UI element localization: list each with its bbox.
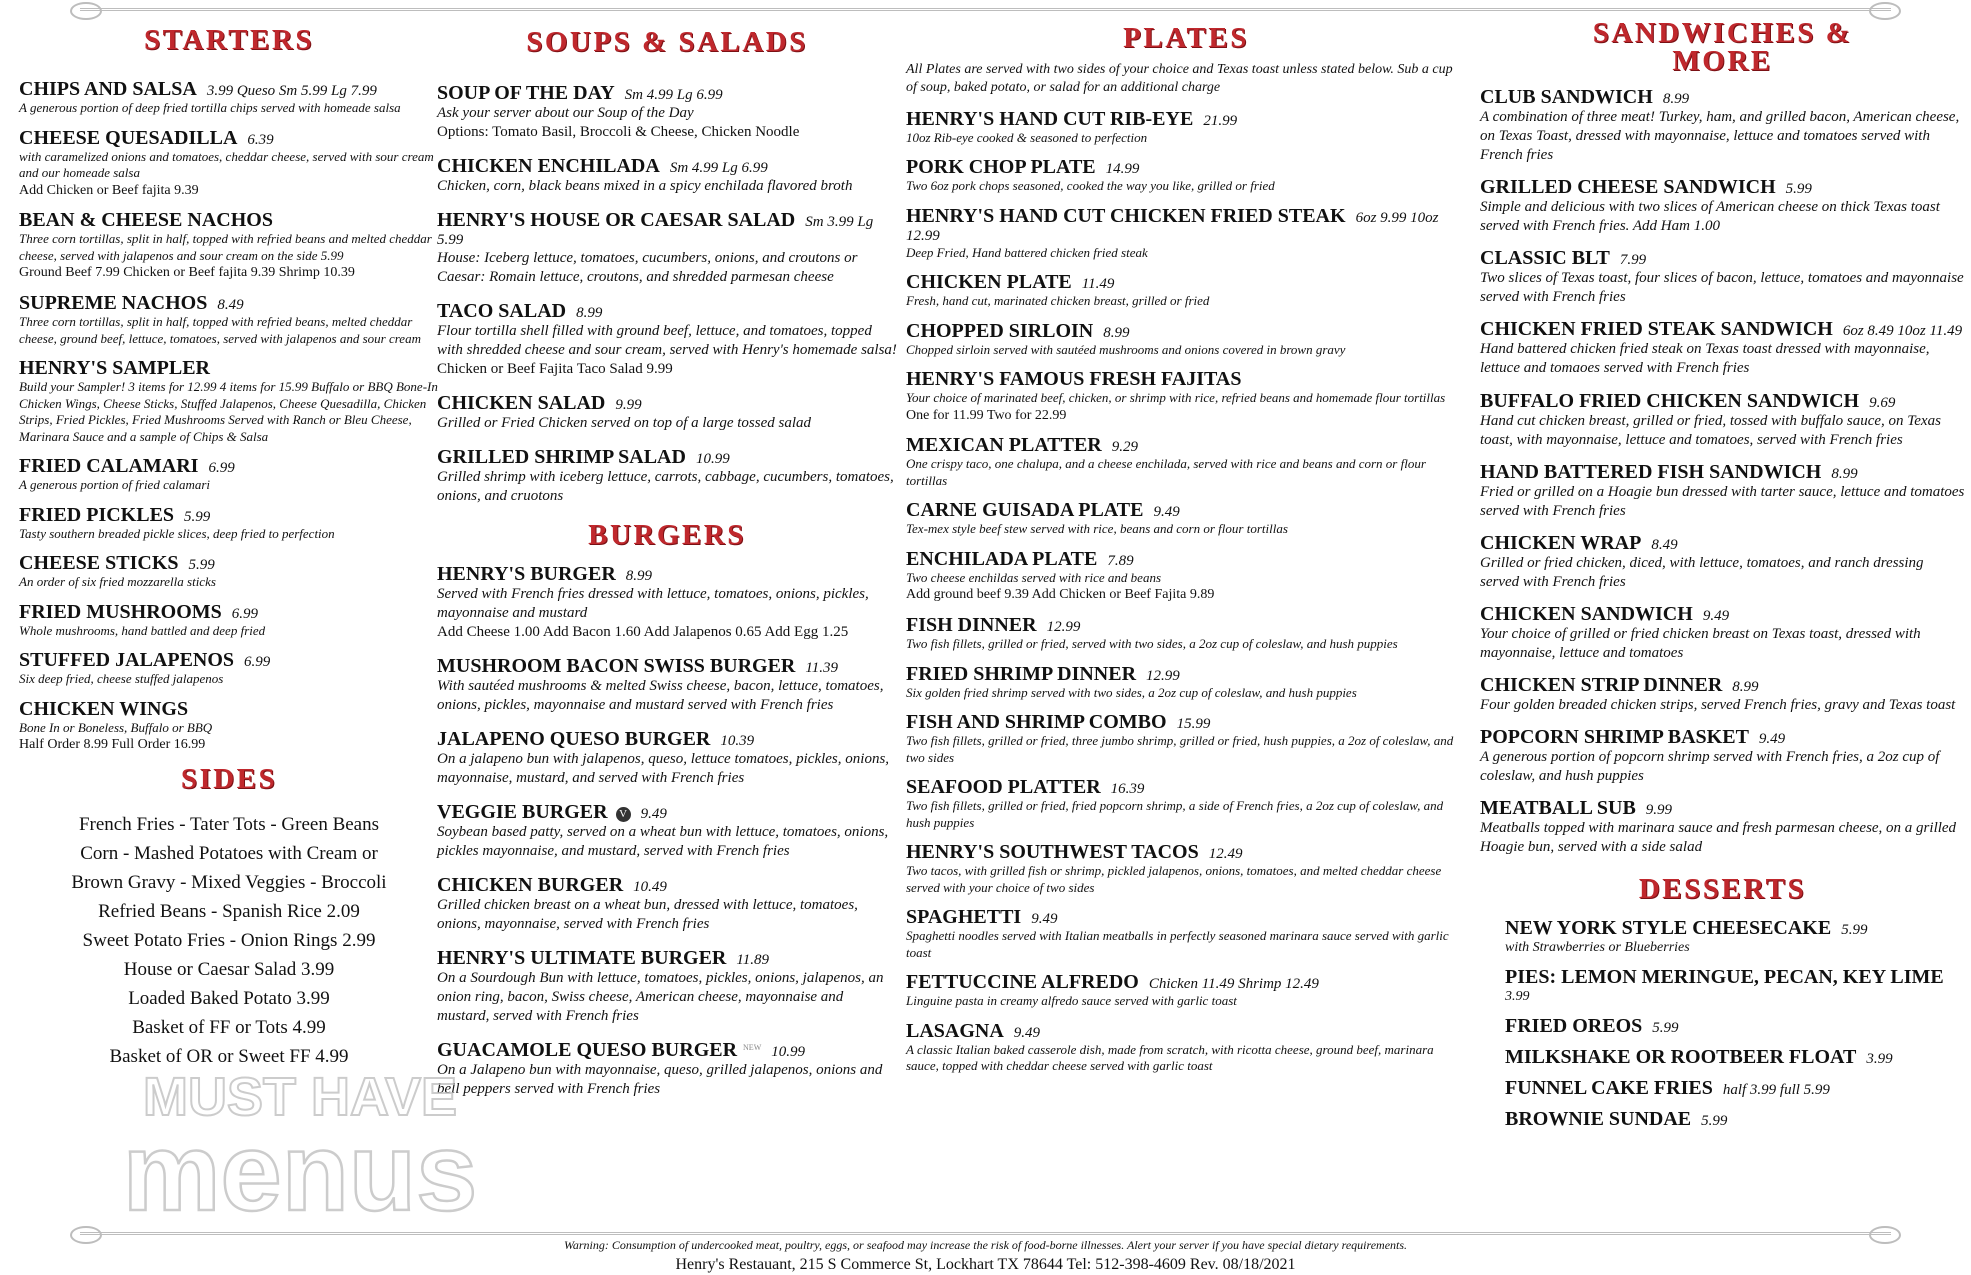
menu-item-description: Grilled shrimp with iceberg lettuce, carrots, cabbage, cucumbers, tomatoes, onions, and cruotons (437, 469, 894, 505)
menu-item-name: CLASSIC BLT (1480, 247, 1610, 270)
menu-item (1505, 918, 1965, 957)
menu-item (19, 210, 439, 282)
menu-item-price: 5.99 (1841, 922, 1868, 939)
menu-item (1480, 675, 1965, 715)
menu-item (906, 712, 1466, 766)
menu-item (906, 664, 1466, 702)
menu-item-name: HENRY'S HOUSE OR CAESAR SALAD (437, 209, 796, 232)
menu-item-name: CLUB SANDWICH (1480, 86, 1653, 109)
menu-item-name: SUPREME NACHOS (19, 292, 208, 315)
menu-item-description: Two 6oz pork chops seasoned, cooked the way you like, grilled or fried (906, 178, 1275, 194)
menu-item-description: Grilled chicken breast on a wheat bun, dressed with lettuce, tomatoes, onions, mayonnaise, served with French fries (437, 896, 858, 932)
menu-item-price: 8.99 (1103, 324, 1130, 341)
menu-item-description: Grilled or fried chicken, diced, with lettuce, tomatoes, and ranch dressing served with French fries (1480, 554, 1924, 590)
menu-item-description: Your choice of marinated beef, chicken, or shrimp with rice, refried beans and homemade flour tortillas (906, 390, 1446, 406)
menu-item-description: Flour tortilla shell filled with ground beef, lettuce, and tomatoes, topped with shredded cheese and sour cream, served with Henry's homemade salsa! (437, 323, 897, 359)
menu-item (1505, 1078, 1965, 1099)
menu-item (906, 206, 1466, 262)
menu-item-description: Served with French fries dressed with lettuce, tomatoes, onions, pickles, mayonnaise and mustard (437, 585, 869, 621)
menu-item-extra: Add ground beef 9.39 Add Chicken or Beef Fajita 9.89 (906, 587, 1215, 603)
menu-item-price: 9.29 (1111, 439, 1139, 456)
menu-item-name: HENRY'S ULTIMATE BURGER (437, 947, 727, 970)
menu-item-extra: Chicken or Beef Fajita Taco Salad 9.99 (437, 361, 673, 378)
menu-item (19, 79, 439, 117)
menu-item (906, 435, 1466, 489)
menu-item (1480, 319, 1965, 378)
menu-item-name: MUSHROOM BACON SWISS BURGER (437, 654, 796, 677)
menu-item-name: GUACAMOLE QUESO BURGER (437, 1039, 738, 1062)
menu-item-price: 9.49 (1153, 504, 1180, 521)
menu-item-extra: Ground Beef 7.99 Chicken or Beef fajita 9.39 Shrimp 10.39 (19, 265, 355, 281)
menu-item-price: 7.89 (1107, 552, 1134, 569)
sides-heading: SIDES (180, 762, 278, 795)
menu-item-name: NEW YORK STYLE CHEESECAKE (1505, 917, 1832, 940)
menu-item-description: On a Jalapeno bun with mayonnaise, queso, grilled jalapenos, onions and bell peppers served with French fries (437, 1062, 883, 1098)
menu-item-name: GRILLED CHEESE SANDWICH (1480, 176, 1776, 199)
menu-item-description: Chopped sirloin served with sautéed mushrooms and onions covered in brown gravy (906, 341, 1346, 357)
menu-item (437, 802, 897, 861)
menu-item-name: CHICKEN ENCHILADA (437, 155, 660, 178)
menu-item-name: CARNE GUISADA PLATE (906, 499, 1144, 522)
menu-item-price: 8.99 (576, 305, 603, 322)
new-tag: NEW (743, 1042, 762, 1052)
menu-item (437, 948, 897, 1026)
menu-item-price: 9.49 (640, 805, 667, 822)
plates-intro: All Plates are served with two sides of your choice and Texas toast unless stated below. Sub a cup of soup, baked potato, or salad for an additional charge (906, 62, 1453, 95)
menu-item-price: 16.39 (1110, 781, 1145, 798)
menu-item-description: Two fish fillets, grilled or fried, three jumbo shrimp, grilled or fried, hush puppies, a 2oz of coleslaw, and two sides (906, 733, 1454, 765)
menu-item-description: Simple and delicious with two slices of American cheese on thick Texas toast served with French fries. Add Ham 1.00 (1480, 199, 1940, 235)
menu-item-name: FRIED OREOS (1505, 1014, 1643, 1037)
menu-item (906, 972, 1466, 1010)
desserts-list (1480, 918, 1965, 1130)
menu-item-price: 11.39 (805, 659, 839, 676)
desserts-heading: DESSERTS (1638, 873, 1807, 906)
sides-line: French Fries - Tater Tots - Green Beans (78, 813, 380, 835)
menu-item-description: Hand battered chicken fried steak on Texas toast dressed with mayonnaise, lettuce and tomaoes served with French fries (1480, 341, 1930, 377)
menu-item-name: CHICKEN SALAD (437, 392, 606, 415)
soups-heading: SOUPS & SALADS (526, 26, 808, 58)
menu-item-price: 11.49 (1081, 276, 1115, 293)
menu-item-description: An order of six fried mozzarella sticks (19, 574, 216, 590)
burgers-heading: BURGERS (588, 518, 746, 551)
menu-item-description: Six deep fried, cheese stuffed jalapenos (19, 671, 224, 687)
menu-item-description: A generous portion of deep fried tortilla chips served with homeade salsa (19, 100, 401, 115)
menu-item-price: 9.49 (1013, 1024, 1041, 1041)
menu-item (19, 293, 439, 347)
menu-item-price: 9.99 (1645, 802, 1673, 819)
menu-item (1480, 604, 1965, 663)
menu-item-name: FRIED SHRIMP DINNER (906, 662, 1137, 685)
menu-item-name: SOUP OF THE DAY (437, 82, 615, 104)
menu-item-description: Build your Sampler! 3 items for 12.99 4 items for 15.99 Buffalo or BBQ Bone-In Chicken Wings, Cheese Sticks, Stuffed Jalapenos, Cheese Quesadilla, Chicken Strips, Fried Pickles, Fried Mushrooms Served with Ranch or Bleu Cheese, Marinara Sauce and a sample of Chips & Salsa (19, 379, 438, 444)
menu-item-description: With sautéed mushrooms & melted Swiss cheese, bacon, lettuce, tomatoes, onions, pickles, mayonnaise and mustard served with French fries (437, 677, 884, 713)
menu-item-price: 6.99 (244, 654, 271, 671)
menu-item (906, 500, 1466, 538)
menu-item (1505, 1047, 1965, 1068)
menu-item-name: HENRY'S HAND CUT RIB-EYE (906, 107, 1194, 130)
menu-item-name: HENRY'S SOUTHWEST TACOS (906, 841, 1199, 864)
sides-line: Basket of FF or Tots 4.99 (132, 1016, 326, 1038)
menu-item-description: A classic Italian baked casserole dish, made from scratch, with ricotta cheese, ground beef, marinara sauce, topped with cheddar cheese served with garlic toast (906, 1041, 1434, 1074)
menu-item (19, 650, 439, 688)
menu-item-description: Your choice of grilled or fried chicken breast on Texas toast, dressed with mayonnaise, lettuce and tomatoes (1480, 625, 1921, 661)
burgers-list (437, 564, 897, 1100)
menu-item-price: 5.99 (1785, 181, 1812, 198)
menu-item-name: HENRY'S SAMPLER (19, 357, 210, 380)
menu-item (19, 505, 439, 543)
sandwiches-column (1480, 0, 1965, 1140)
menu-item-name: POPCORN SHRIMP BASKET (1480, 725, 1749, 748)
menu-item (437, 564, 897, 642)
menu-item-description: with Strawberries or Blueberries (1505, 940, 1690, 956)
menu-item-price: 12.99 (1146, 667, 1180, 684)
menu-item-name: TACO SALAD (437, 300, 567, 323)
menu-item-name: FRIED MUSHROOMS (19, 600, 222, 623)
menu-item-name: BEAN & CHEESE NACHOS (19, 209, 273, 232)
menu-item-name: CHICKEN PLATE (906, 271, 1072, 294)
menu-item-price: Chicken 11.49 Shrimp 12.49 (1148, 976, 1319, 993)
menu-item (437, 729, 897, 788)
menu-item-name: GRILLED SHRIMP SALAD (437, 446, 686, 469)
menu-item-name: LASAGNA (906, 1019, 1004, 1042)
menu-item (19, 358, 439, 445)
menu-item-description: A generous portion of popcorn shrimp served with French fries, a 2oz cup of coleslaw, and hush puppies (1480, 748, 1940, 784)
plates-column (906, 0, 1466, 1086)
menu-item-description: Two fish fillets, grilled or fried, served with two sides, a 2oz cup of coleslaw, and hush puppies (906, 636, 1398, 652)
starters-column (19, 0, 439, 1071)
menu-item-price: 9.49 (1758, 730, 1786, 747)
menu-item (906, 369, 1466, 424)
menu-item-description: Hand cut chicken breast, grilled or fried, tossed with buffalo sauce, on Texas toast, with mayonnaise, lettuce and tomatoes, served with French fries (1480, 412, 1941, 448)
menu-item-description: Two slices of Texas toast, four slices of bacon, lettuce, tomatoes and mayonnaise served with French fries (1480, 270, 1964, 306)
menu-item-description: Two tacos, with grilled fish or shrimp, pickled jalapenos, onions, tomatoes, and melted cheddar cheese served with your choice of two sides (906, 863, 1442, 895)
menu-item-description: Whole mushrooms, hand battled and deep fried (19, 622, 266, 638)
menu-item (437, 301, 897, 379)
menu-item-name: MILKSHAKE OR ROOTBEER FLOAT (1505, 1045, 1857, 1068)
menu-item (437, 156, 897, 196)
menu-item-description: Fresh, hand cut, marinated chicken breast, grilled or fried (906, 293, 1210, 309)
menu-item-description: 3.99 (1505, 988, 1530, 1004)
menu-item-description: Three corn tortillas, split in half, topped with refried beans and melted cheddar cheese, served with jalapenos and sour cream on the side 5.99 (19, 231, 432, 263)
menu-item-price: 21.99 (1203, 112, 1238, 129)
menu-item-description: Tasty southern breaded pickle slices, deep fried to perfection (19, 525, 335, 541)
menu-item (906, 321, 1466, 359)
menu-item-description: Six golden fried shrimp served with two sides, a 2oz cup of coleslaw, and hush puppies (906, 684, 1357, 700)
menu-item-description: Tex-mex style beef stew served with rice, beans and corn or flour tortillas (906, 521, 1288, 537)
menu-item-price: 9.49 (1031, 911, 1058, 928)
menu-item-price: 8.99 (1662, 91, 1690, 108)
menu-item-description: Linguine pasta in creamy alfredo sauce served with garlic toast (906, 993, 1237, 1009)
menu-item-price: 9.99 (615, 397, 642, 414)
plates-list (906, 109, 1466, 1075)
menu-item-price: Sm 4.99 Lg 6.99 (669, 160, 768, 177)
menu-item-name: FETTUCCINE ALFREDO (906, 971, 1139, 994)
menu-item-name: HENRY'S FAMOUS FRESH FAJITAS (906, 368, 1242, 391)
menu-item-name: HAND BATTERED FISH SANDWICH (1480, 460, 1822, 483)
menu-item-price: 5.99 (1701, 1112, 1728, 1129)
menu-item-extra: Options: Tomato Basil, Broccoli & Cheese, Chicken Noodle (437, 124, 800, 141)
sides-line: Refried Beans - Spanish Rice 2.09 (98, 900, 360, 922)
menu-item-name: HENRY'S HAND CUT CHICKEN FRIED STEAK (906, 204, 1346, 227)
menu-item-price: 5.99 (188, 557, 215, 574)
menu-item (906, 907, 1466, 961)
sandwiches-heading: SANDWICHES & MORE (1592, 17, 1853, 77)
menu-item-description: A generous portion of fried calamari (19, 477, 211, 493)
menu-item-name: CHICKEN BURGER (437, 873, 624, 896)
menu-item (1480, 798, 1965, 857)
menu-item (19, 699, 439, 754)
menu-item-price: 15.99 (1176, 716, 1211, 733)
menu-item (437, 656, 897, 715)
menu-item-name: FISH DINNER (906, 614, 1037, 637)
menu-item-name: FRIED CALAMARI (19, 455, 199, 478)
menu-item-price: 10.99 (695, 451, 730, 468)
menu-item-price: 3.99 Queso Sm 5.99 Lg 7.99 (206, 83, 377, 99)
sides-list (19, 810, 439, 1071)
menu-item-description: A combination of three meat! Turkey, ham, and grilled bacon, American cheese, on Texas Toast, dressed with mayonnaise, lettuce and tomatoes served with French fries (1480, 109, 1960, 164)
menu-item-name: CHICKEN STRIP DINNER (1480, 673, 1723, 696)
menu-item (1480, 391, 1965, 450)
menu-item (437, 83, 897, 142)
sides-line: Brown Gravy - Mixed Veggies - Broccoli (71, 871, 387, 893)
menu-item (906, 615, 1466, 653)
menu-item (1480, 462, 1965, 521)
menu-item-description: Spaghetti noodles served with Italian meatballs in perfectly seasoned marinara sauce served with garlic toast (906, 928, 1449, 960)
menu-item-price: 8.99 (1831, 465, 1858, 482)
menu-item-name: JALAPENO QUESO BURGER (437, 727, 711, 750)
menu-item-price: 8.49 (217, 297, 244, 314)
sides-line: House or Caesar Salad 3.99 (123, 958, 335, 980)
menu-item-name: VEGGIE BURGER (437, 800, 608, 823)
footer-warning: Warning: Consumption of undercooked meat, poultry, eggs, or seafood may increase the risk of food-borne illnesses. Alert your server if you have special dietary requirements. (563, 1238, 1408, 1252)
menu-item (1480, 177, 1965, 236)
menu-item-description: Bone In or Boneless, Buffalo or BBQ (19, 719, 213, 735)
menu-item-description: House: Iceberg lettuce, tomatoes, cucumbers, onions, and croutons or Caesar: Romain lettuce, croutons, and shredded parmesan cheese (437, 250, 858, 286)
menu-item-extra: Half Order 8.99 Full Order 16.99 (19, 737, 206, 753)
menu-item-name: FUNNEL CAKE FRIES (1505, 1076, 1713, 1099)
menu-item (1480, 248, 1965, 307)
menu-item-name: CHICKEN FRIED STEAK SANDWICH (1480, 318, 1833, 341)
menu-item-description: 10oz Rib-eye cooked & seasoned to perfection (906, 129, 1148, 145)
plates-heading: PLATES (1123, 22, 1249, 54)
menu-item-description: One crispy taco, one chalupa, and a cheese enchilada, served with rice and beans and corn or flour tortillas (906, 456, 1426, 488)
menu-item-name: MEXICAN PLATTER (906, 434, 1102, 457)
menu-item-description: Fried or grilled on a Hoagie bun dressed with tarter sauce, lettuce and tomatoes served with French fries (1480, 483, 1965, 519)
menu-item-price: 12.99 (1046, 619, 1081, 636)
menu-item (437, 447, 897, 506)
menu-item-name: MEATBALL SUB (1480, 797, 1636, 820)
soups-list (437, 83, 897, 507)
menu-item-price: 6.99 (208, 460, 235, 477)
menu-item-name: HENRY'S BURGER (437, 562, 616, 585)
menu-item-description: Deep Fried, Hand battered chicken fried steak (906, 244, 1148, 260)
menu-item-price: Sm 3.99 Lg 5.99 (437, 214, 874, 249)
menu-item (1480, 727, 1965, 786)
menu-item-description: Meatballs topped with marinara sauce and fresh parmesan cheese, on a grilled Hoagie bun, served with a side salad (1480, 820, 1957, 856)
menu-item-name: CHICKEN WRAP (1480, 531, 1642, 554)
menu-item-description: On a jalapeno bun with jalapenos, queso, lettuce tomatoes, pickles, onions, mayonnaise, mustard, and served with French fries (437, 750, 890, 786)
menu-item (19, 553, 439, 591)
menu-item-description: Ask your server about our Soup of the Day (437, 105, 694, 121)
menu-item-name: CHEESE QUESADILLA (19, 126, 238, 149)
menu-item (1505, 967, 1965, 1006)
soups-burgers-column (437, 0, 897, 1113)
menu-item-name: CHICKEN WINGS (19, 697, 189, 720)
menu-item (19, 456, 439, 494)
menu-item-price: 9.69 (1869, 394, 1896, 411)
menu-item-price: 12.49 (1208, 846, 1243, 863)
menu-item-description: Grilled or Fried Chicken served on top of a large tossed salad (437, 415, 811, 432)
menu-item-description: Two fish fillets, grilled or fried, fried popcorn shrimp, a side of French fries, a 2oz cup of coleslaw, and hush puppies (906, 798, 1444, 830)
sandwiches-list (1480, 87, 1965, 857)
menu-item-price: half 3.99 full 5.99 (1722, 1081, 1830, 1098)
menu-item-price: 6.99 (231, 605, 259, 622)
sides-line: Loaded Baked Potato 3.99 (128, 987, 330, 1009)
watermark-line1: MUST HAVE (142, 1067, 458, 1127)
menu-item-price: 7.99 (1619, 252, 1647, 269)
menu-item (19, 602, 439, 640)
menu-item-price: 8.99 (625, 567, 653, 584)
menu-item-description: Two cheese enchildas served with rice and beans (906, 569, 1162, 585)
menu-item (1505, 1109, 1965, 1130)
menu-item (906, 157, 1466, 195)
menu-item (1480, 87, 1965, 165)
menu-item (437, 393, 897, 433)
menu-item-name: SEAFOOD PLATTER (906, 776, 1101, 799)
menu-item-price: 8.99 (1732, 678, 1759, 695)
menu-item (437, 1040, 897, 1099)
menu-item-price: 3.99 (1866, 1050, 1893, 1067)
footer-address: Henry's Restauant, 215 S Commerce St, Lockhart TX 78644 Tel: 512-398-4609 Rev. 08/18/2021 (675, 1256, 1296, 1273)
menu-item (19, 128, 439, 200)
menu-item-price: 11.89 (736, 952, 769, 969)
sides-line: Corn - Mashed Potatoes with Cream or (80, 842, 378, 864)
menu-item-name: SPAGHETTI (906, 906, 1022, 929)
menu-item-price: 5.99 (184, 508, 211, 525)
menu-item-price: 14.99 (1105, 161, 1140, 178)
menu-item-price: 8.49 (1651, 536, 1678, 553)
menu-item-price: 6oz 9.99 10oz 12.99 (906, 209, 1439, 244)
menu-item-name: BROWNIE SUNDAE (1505, 1107, 1692, 1130)
menu-item (906, 842, 1466, 896)
starters-list (19, 79, 439, 754)
menu-item (906, 549, 1466, 604)
menu-item-name: CHICKEN SANDWICH (1480, 602, 1693, 625)
menu-item-price: 5.99 (1652, 1019, 1679, 1036)
menu-item-price: 10.99 (771, 1044, 805, 1061)
menu-item-price: 10.39 (720, 732, 755, 749)
menu-item (906, 1021, 1466, 1075)
menu-item-price: Sm 4.99 Lg 6.99 (624, 87, 723, 103)
menu-item-name: ENCHILADA PLATE (906, 547, 1098, 570)
menu-item-description: Chicken, corn, black beans mixed in a spicy enchilada flavored broth (437, 178, 853, 195)
menu-item-extra: Add Chicken or Beef fajita 9.39 (19, 182, 199, 198)
menu-item (437, 210, 897, 287)
menu-item-description: Four golden breaded chicken strips, served French fries, gravy and Texas toast (1480, 696, 1956, 713)
menu-item-price: 10.49 (633, 878, 667, 895)
menu-item-name: CHOPPED SIRLOIN (906, 319, 1094, 342)
menu-item-name: FRIED PICKLES (19, 503, 175, 526)
watermark-line2: menus (122, 1111, 478, 1234)
menu-item-price: 6oz 8.49 10oz 11.49 (1842, 323, 1963, 340)
menu-item-description: Soybean based patty, served on a wheat bun with lettuce, tomatoes, onions, pickles mayonnaise, and mustard, served with French fries (437, 823, 889, 859)
menu-item-extra: Add Cheese 1.00 Add Bacon 1.60 Add Jalapenos 0.65 Add Egg 1.25 (437, 623, 849, 640)
vegetarian-badge-icon: V (616, 807, 631, 822)
starters-heading: STARTERS (144, 24, 314, 56)
menu-item-name: FISH AND SHRIMP COMBO (906, 711, 1167, 734)
menu-item-price: 6.39 (247, 131, 274, 148)
sides-line: Basket of OR or Sweet FF 4.99 (109, 1045, 349, 1067)
menu-item-description: Three corn tortillas, split in half, topped with refried beans, melted cheddar cheese, ground beef, lettuce, tomatoes, served with jalapenos and sour cream (19, 314, 421, 346)
menu-item-description: On a Sourdough Bun with lettuce, tomatoes, pickles, onions, jalapenos, an onion ring, bacon, Swiss cheese, American cheese, mayonnaise and mustard, served with French fries (437, 970, 884, 1025)
menu-item (1480, 533, 1965, 592)
menu-item-name: BUFFALO FRIED CHICKEN SANDWICH (1480, 389, 1860, 412)
menu-item-name: STUFFED JALAPENOS (19, 649, 235, 672)
menu-item-extra: One for 11.99 Two for 22.99 (906, 407, 1067, 423)
menu-item (437, 875, 897, 934)
menu-item-name: PORK CHOP PLATE (906, 156, 1096, 179)
menu-item (906, 109, 1466, 147)
menu-item (906, 777, 1466, 831)
menu-item-name: PIES: LEMON MERINGUE, PECAN, KEY LIME (1505, 965, 1944, 988)
menu-item (1505, 1016, 1965, 1037)
menu-item-description: with caramelized onions and tomatoes, cheddar cheese, served with sour cream and our homeade salsa (19, 148, 434, 180)
menu-item (906, 272, 1466, 310)
menu-item-name: CHEESE STICKS (19, 552, 179, 575)
menu-item-price: 9.49 (1702, 607, 1730, 624)
sides-line: Sweet Potato Fries - Onion Rings 2.99 (82, 929, 376, 951)
menu-item-name: CHIPS AND SALSA (19, 78, 197, 100)
